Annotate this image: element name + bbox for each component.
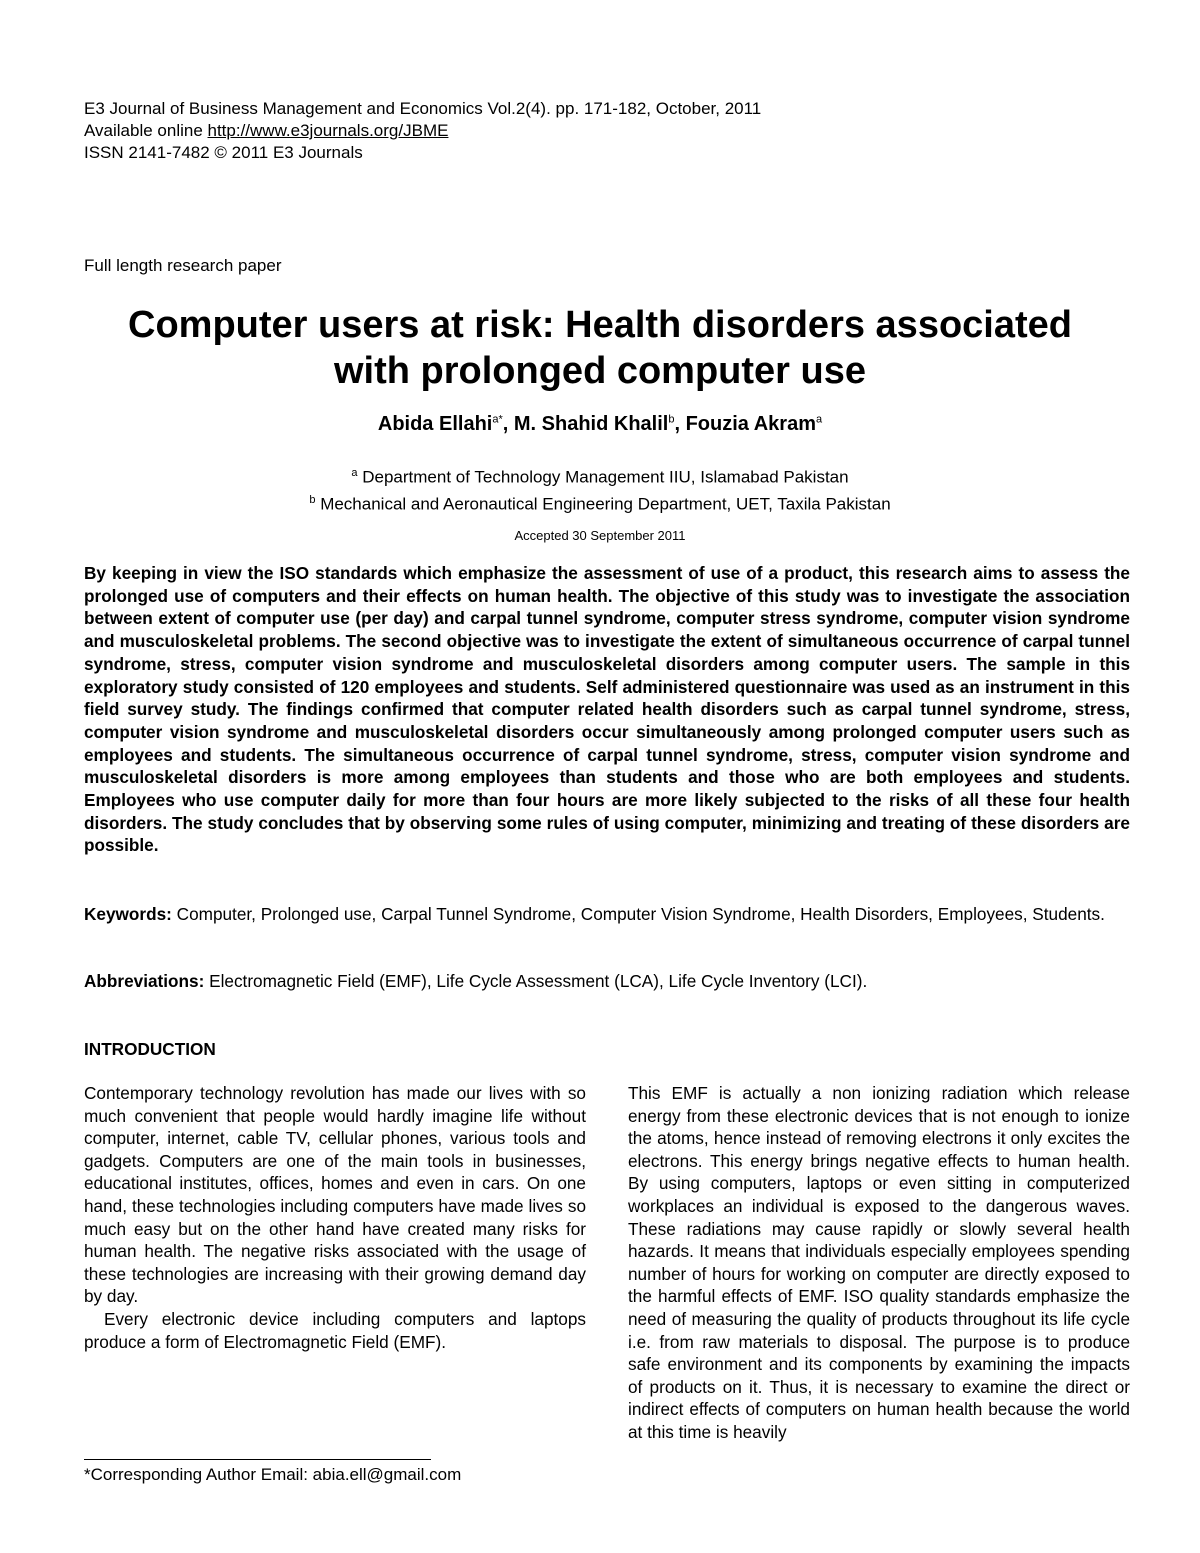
availability-line [84,120,761,142]
footnote-divider [84,1459,431,1460]
paper-type: Full length research paper [84,256,282,275]
affiliation-text: Mechanical and Aeronautical Engineering Department, UET, Taxila Pakistan [315,494,891,514]
abbreviations-label: Abbreviations: [84,971,205,991]
left-column [84,1082,586,1353]
author-superscript: b [668,413,675,426]
keywords [84,903,1130,926]
affiliation-text: Department of Technology Management IIU, Islamabad Pakistan [357,467,849,487]
author-name: Abida Ellahi [377,413,493,435]
corresponding-author-footnote: *Corresponding Author Email: abia.ell@gmail.com [84,1465,462,1484]
right-column [628,1082,1130,1444]
title-line-1: Computer users at risk: Health disorders associated [128,304,1072,346]
abbreviations-text: Electromagnetic Field (EMF), Life Cycle Assessment (LCA), Life Cycle Inventory (LCI). [204,971,868,991]
issn-line: ISSN 2141-7482 © 2011 E3 Journals [84,143,363,162]
journal-citation: E3 Journal of Business Management and Economics Vol.2(4). pp. 171-182, October, 2011 [84,99,762,118]
author-name: Fouzia Akram [685,413,816,435]
paragraph: Every electronic device including computers and laptops produce a form of Electromagnetic Field (EMF). [84,1308,586,1352]
available-label: Available online [84,121,208,140]
keywords-text: Computer, Prolonged use, Carpal Tunnel Syndrome, Computer Vision Syndrome, Health Disorders, Employees, Students. [171,904,1105,924]
author-list [60,413,1140,436]
journal-header [84,98,761,164]
author-superscript: a [815,413,823,426]
abbreviations [84,970,1130,993]
journal-url-link[interactable]: http://www.e3journals.org/JBME [207,121,449,140]
author-name: M. Shahid Khalil [513,413,669,435]
affiliation-marker: b [309,493,316,506]
paragraph: Contemporary technology revolution has made our lives with so much convenient that people would hardly imagine life without computer, internet, cable TV, cellular phones, various tools and gadgets. Computers are one of the main tools in businesses, educational institutes, offices, homes and even in cars. On one hand, these technologies including computers have made lives so much easy but on the other hand have created many risks for human health. The negative risks associated with the usage of these technologies are increasing with their growing demand day by day. [84,1083,586,1307]
affiliation-marker: a [351,467,358,479]
keywords-label: Keywords: [84,904,172,924]
author-separator: , [674,413,686,435]
affiliation-list [60,462,1140,515]
paper-title [60,302,1140,394]
accepted-date: Accepted 30 September 2011 [514,528,686,543]
abstract: By keeping in view the ISO standards which emphasize the assessment of use of a product, this research aims to assess the prolonged use of computers and their effects on human health. The objective of this study was to investigate the association between extent of computer use (per day) and carpal tunnel syndrome, computer stress syndrome, computer vision syndrome and musculoskeletal problems. The second objective was to investigate the extent of simultaneous occurrence of carpal tunnel syndrome, stress, computer vision syndrome and musculoskeletal disorders among computer users. The sample in this exploratory study consisted of 120 employees and students. Self administered questionnaire was used as an instrument in this field survey study. The findings confirmed that computer related health disorders such as carpal tunnel syndrome, stress, computer vision syndrome and musculoskeletal disorders occur simultaneously among prolonged computer users such as employees and students. The simultaneous occurrence of carpal tunnel syndrome, stress, computer vision syndrome and musculoskeletal disorders is more among employees than students and those who are both employees and students. Employees who use computer daily for more than four hours are more likely subjected to the risks of all these four health disorders. The study concludes that by observing some rules of using computer, minimizing and treating of these disorders are possible. [84,563,1130,856]
author-separator: , [502,413,514,435]
title-line-2: with prolonged computer use [333,350,867,392]
affiliation [60,462,1140,489]
affiliation [60,489,1140,516]
section-heading-introduction: INTRODUCTION [84,1039,216,1059]
paragraph: This EMF is actually a non ionizing radiation which release energy from these electronic devices that is not enough to ionize the atoms, hence instead of removing electrons it only excites the electrons. This energy brings negative effects to human health. By using computers, laptops or even sitting in computerized workplaces an individual is exposed to the dangerous waves. These radiations may cause rapidly or slowly several health hazards. It means that individuals especially employees spending number of hours for working on computer are directly exposed to the harmful effects of EMF. ISO quality standards emphasize the need of measuring the quality of products throughout its life cycle i.e. from raw materials to disposal. The purpose is to produce safe environment and its components by examining the impacts of products on it. Thus, it is necessary to examine the direct or indirect effects of computers on human health because the world at this time is heavily [628,1083,1130,1442]
author-superscript: a* [492,413,503,426]
